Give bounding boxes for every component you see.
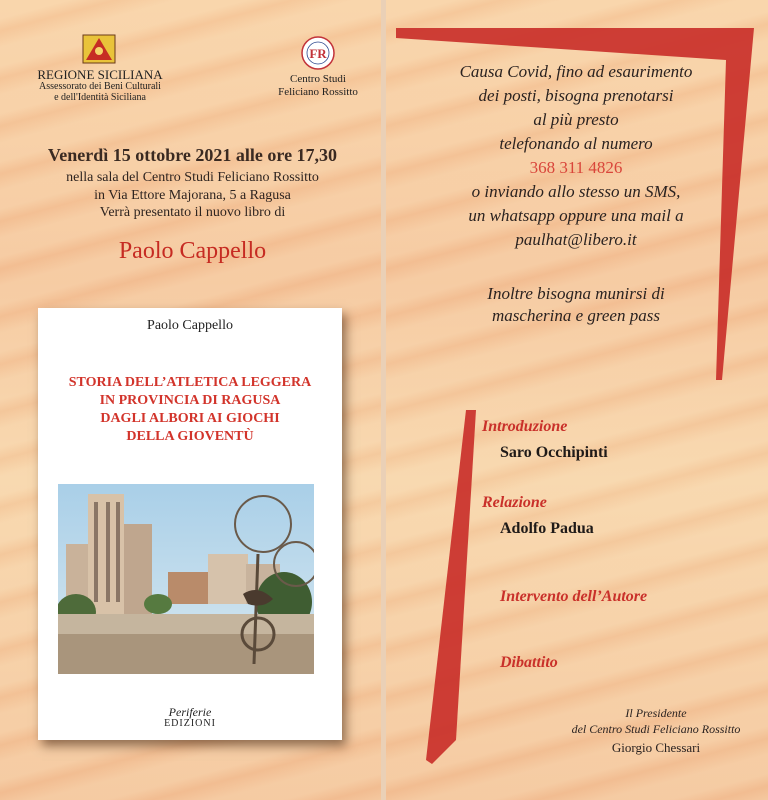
intro-label: Introduzione (482, 418, 568, 435)
intervento-label: Intervento dell’Autore (500, 588, 648, 605)
event-address: in Via Ettore Majorana, 5 a Ragusa (94, 188, 291, 203)
publisher-logo (38, 706, 342, 730)
mask-line-1: Inoltre bisogna munirsi di (487, 284, 665, 303)
notice-line-2: dei posti, bisogna prenotarsi (478, 86, 674, 105)
president-org: del Centro Studi Feliciano Rossitto (571, 722, 741, 736)
event-venue: nella sala del Centro Studi Feliciano Rossitto (66, 170, 319, 185)
book-title-line-4: DELLA GIOVENTÙ (126, 429, 254, 444)
author-name: Paolo Cappello (118, 238, 267, 264)
president-name: Giorgio Chessari (611, 740, 701, 755)
centro-line2: Feliciano Rossitto (278, 86, 358, 98)
stadium-sculpture-photo-icon (58, 484, 314, 674)
notice-line-6: o inviando allo stesso un SMS, (471, 182, 681, 201)
regione-logo-text (20, 68, 180, 103)
regione-name: REGIONE SICILIANA (37, 67, 163, 82)
book-title-line-1: STORIA DELL’ATLETICA LEGGERA (68, 375, 312, 390)
left-panel (0, 0, 381, 800)
event-intro: Verrà presentato il nuovo libro di (99, 205, 286, 220)
email-address[interactable]: paulhat@libero.it (515, 230, 637, 249)
notice-line-1: Causa Covid, fino ad esaurimento (459, 62, 693, 81)
svg-text:FR: FR (309, 46, 327, 61)
president-title: Il Presidente (625, 706, 687, 720)
regione-line2: Assessorato dei Beni Culturali (39, 81, 161, 92)
regione-line3: e dell'Identità Siciliana (54, 92, 146, 103)
event-date: Venerdì 15 ottobre 2021 alle ore 17,30 (47, 145, 338, 165)
phone-number[interactable]: 368 311 4826 (529, 158, 623, 177)
regione-siciliana-emblem-icon (82, 34, 116, 64)
notice-line-3: al più presto (533, 110, 619, 129)
publisher-name: Periferie (168, 705, 212, 719)
publisher-edizioni: EDIZIONI (164, 718, 216, 729)
book-title-line-2: IN PROVINCIA DI RAGUSA (99, 393, 281, 408)
mask-line-2: mascherina e green pass (492, 306, 660, 325)
notice-line-7: un whatsapp oppure una mail a (468, 206, 684, 225)
book-cover (38, 308, 342, 740)
right-panel (386, 0, 768, 800)
intro-name: Saro Occhipinti (500, 444, 608, 461)
book-title-line-3: DAGLI ALBORI AI GIOCHI (100, 411, 280, 426)
relazione-label: Relazione (482, 494, 547, 511)
book-author: Paolo Cappello (147, 318, 233, 333)
centro-logo-text (258, 73, 378, 99)
centro-studi-seal-icon (301, 36, 335, 70)
centro-line1: Centro Studi (290, 73, 346, 85)
dibattito-label: Dibattito (500, 654, 558, 671)
book-cover-photo (58, 484, 314, 674)
relazione-name: Adolfo Padua (500, 520, 594, 537)
notice-line-4: telefonando al numero (499, 134, 653, 153)
